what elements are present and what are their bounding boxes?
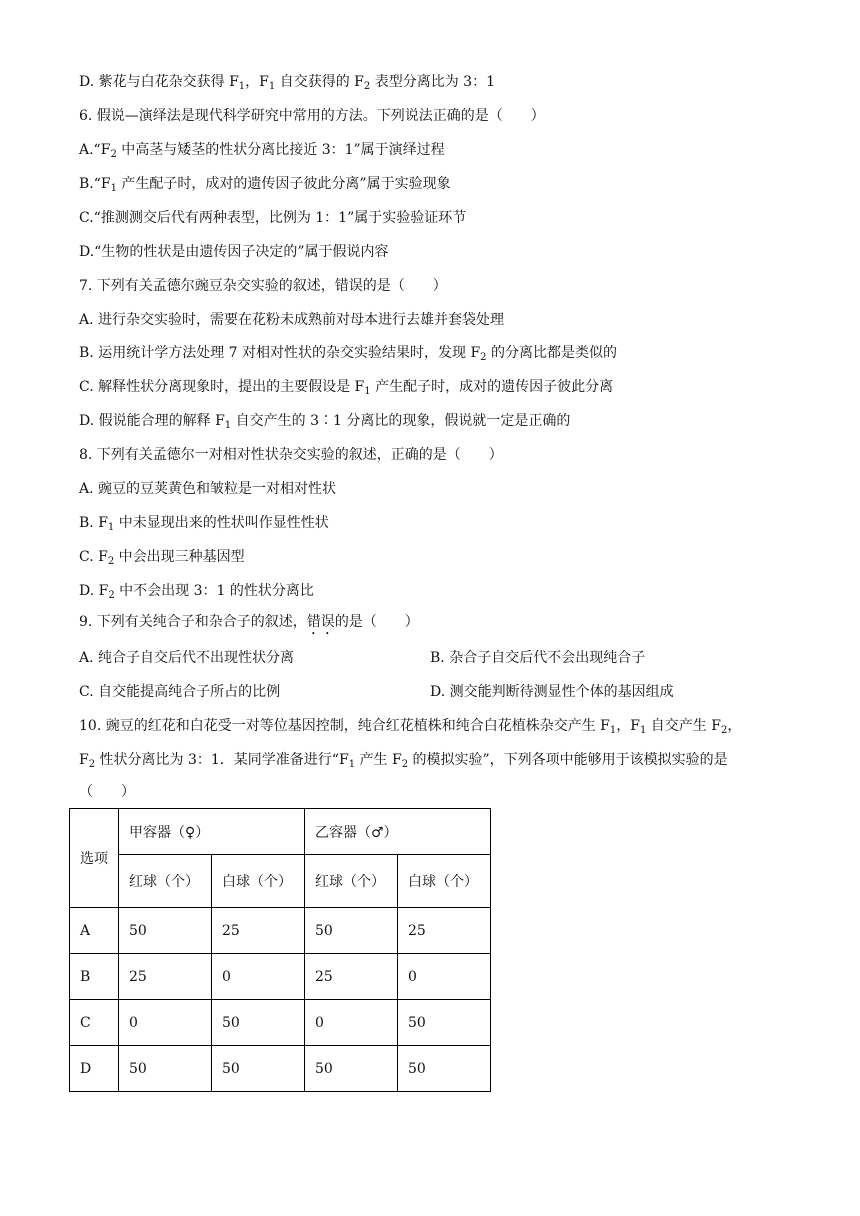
- cell-a-white: 50: [212, 1000, 305, 1046]
- q8-option-a: A. 豌豆的豆荚黄色和皱粒是一对相对性状: [79, 481, 337, 497]
- q10-stem-line1: 10. 豌豆的红花和白花受一对等位基因控制，纯合红花植株和纯合白花植株杂交产生 $F_1$，$F_1$ 自交产生 $F_2$，: [79, 718, 742, 736]
- q8-option-d: D. $F_2$ 中不会出现 3：1 的性状分离比: [79, 583, 314, 601]
- q7-option-b: B. 运用统计学方法处理 7 对相对性状的杂交实验结果时，发现 $F_2$ 的分离比都是类似的: [79, 345, 617, 363]
- cell-a-red: 25: [119, 954, 212, 1000]
- table-row: [70, 908, 491, 954]
- q8-option-c: C. $F_2$ 中会出现三种基因型: [79, 549, 245, 567]
- header-container-a: 甲容器（♀）: [119, 809, 305, 855]
- cell-a-red: 50: [119, 908, 212, 954]
- header-option: 选项: [70, 809, 119, 908]
- header-a-red: 红球（个）: [119, 855, 212, 908]
- q6-option-b: $B.“F_1$ 产生配子时，成对的遗传因子彼此分离”属于实验现象: [79, 176, 451, 194]
- cell-b-white: 50: [398, 1046, 491, 1092]
- table-row: [70, 1046, 491, 1092]
- row-option: A: [70, 908, 119, 954]
- emphasis-text: 错误: [306, 614, 335, 630]
- cell-b-white: 0: [398, 954, 491, 1000]
- row-option: B: [70, 954, 119, 1000]
- q7-stem: 7. 下列有关孟德尔豌豆杂交实验的叙述，错误的是（ ）: [79, 278, 447, 294]
- cell-b-white: 50: [398, 1000, 491, 1046]
- cell-b-red: 50: [305, 1046, 398, 1092]
- q9-option-a: A. 纯合子自交后代不出现性状分离: [79, 650, 295, 666]
- q6-option-a: $A.“F_2$ 中高茎与矮茎的性状分离比接近 3：1”属于演绎过程: [79, 142, 445, 160]
- header-b-red: 红球（个）: [305, 855, 398, 908]
- table-row: [70, 954, 491, 1000]
- header-a-white: 白球（个）: [212, 855, 305, 908]
- q9-option-c: C. 自交能提高纯合子所占的比例: [79, 684, 281, 700]
- q9-option-b: B. 杂合子自交后代不会出现纯合子: [430, 650, 646, 666]
- q9-stem: 9. 下列有关纯合子和杂合子的叙述，错误的是（ ）: [79, 614, 419, 630]
- q6-option-d: D.“生物的性状是由遗传因子决定的”属于假说内容: [79, 244, 389, 260]
- cell-a-red: 0: [119, 1000, 212, 1046]
- q10-stem-line3: （ ）: [79, 784, 135, 800]
- q5-option-d: D. 紫花与白花杂交获得 $F_1$，$F_1$ 自交获得的 $F_2$ 表型分离比为 3：1: [79, 74, 495, 92]
- header-container-b: 乙容器（♂）: [305, 809, 491, 855]
- cell-b-red: 0: [305, 1000, 398, 1046]
- row-option: D: [70, 1046, 119, 1092]
- cell-a-white: 25: [212, 908, 305, 954]
- q7-option-a: A. 进行杂交实验时，需要在花粉未成熟前对母本进行去雄并套袋处理: [79, 312, 505, 328]
- table-row: [70, 1000, 491, 1046]
- row-option: C: [70, 1000, 119, 1046]
- table-header-row: [70, 809, 491, 855]
- header-b-white: 白球（个）: [398, 855, 491, 908]
- options-table: [69, 808, 491, 1092]
- q8-stem: 8. 下列有关孟德尔一对相对性状杂交实验的叙述，正确的是（ ）: [79, 447, 503, 463]
- q7-option-d: D. 假说能合理的解释 $F_1$ 自交产生的 3∶1 分离比的现象，假说就一定是正确的: [79, 413, 571, 431]
- cell-a-red: 50: [119, 1046, 212, 1092]
- cell-b-red: 25: [305, 954, 398, 1000]
- cell-a-white: 50: [212, 1046, 305, 1092]
- table-subheader-row: [70, 855, 491, 908]
- q10-stem-line2: $F_2$ 性状分离比为 3：1．某同学准备进行“$F_1$ 产生 $F_2$ 的模拟实验”，下列各项中能够用于该模拟实验的是: [79, 752, 728, 770]
- q7-option-c: C. 解释性状分离现象时，提出的主要假设是 $F_1$ 产生配子时，成对的遗传因子彼此分离: [79, 379, 614, 397]
- cell-a-white: 0: [212, 954, 305, 1000]
- q6-option-c: C.“推测测交后代有两种表型，比例为 1：1”属于实验验证环节: [79, 210, 467, 226]
- q9-option-d: D. 测交能判断待测显性个体的基因组成: [430, 684, 674, 700]
- q6-stem: 6. 假说—演绎法是现代科学研究中常用的方法。下列说法正确的是（ ）: [79, 108, 545, 124]
- q8-option-b: B. $F_1$ 中未显现出来的性状叫作显性性状: [79, 515, 329, 533]
- cell-b-white: 25: [398, 908, 491, 954]
- cell-b-red: 50: [305, 908, 398, 954]
